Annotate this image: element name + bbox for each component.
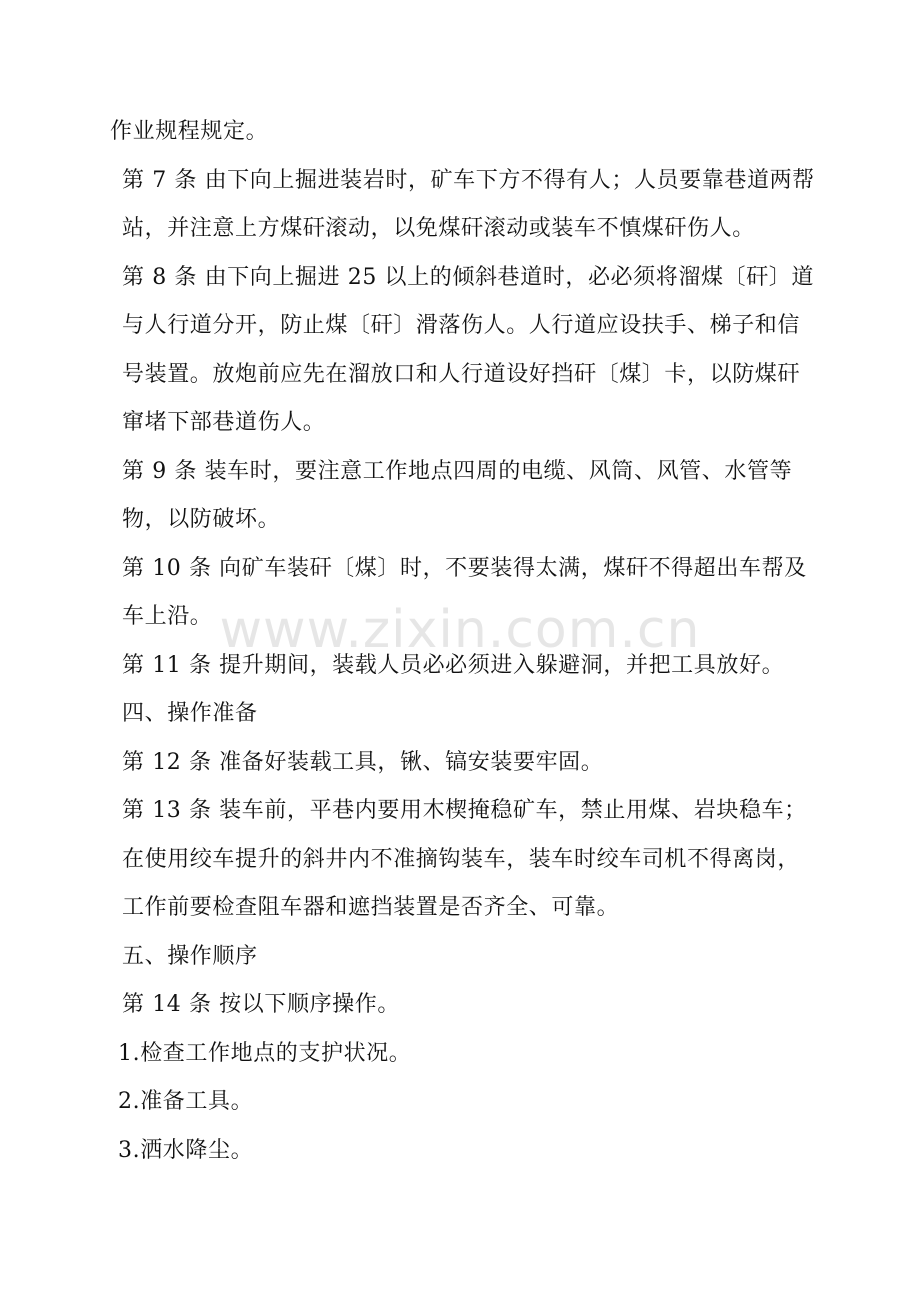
document-body xyxy=(110,108,820,1175)
article-7: 第 7 条 由下向上掘进装岩时，矿车下方不得有人；人员要靠巷道两帮站，并注意上方煤矸滚动，以免煤矸滚动或装车不慎煤矸伤人。 xyxy=(122,167,815,241)
article-11: 第 11 条 提升期间，装载人员必必须进入躲避洞，并把工具放好。 xyxy=(122,652,785,678)
article-8: 第 8 条 由下向上掘进 25 以上的倾斜巷道时，必必须将溜煤〔矸〕道与人行道分开，防止煤〔矸〕滑落伤人。人行道应设扶手、梯子和信号装置。放炮前应先在溜放口和人行道设好挡矸〔煤〕卡，以防煤矸窜堵下部巷道伤人。 xyxy=(122,264,814,435)
article-9: 第 9 条 装车时，要注意工作地点四周的电缆、风筒、风管、水管等物，以防破坏。 xyxy=(122,458,793,532)
watermark: www.zixin.com.cn xyxy=(219,600,701,660)
paragraph-continuation: 作业规程规定。 xyxy=(110,119,269,144)
article-13: 第 13 条 装车前，平巷内要用木楔掩稳矿车，禁止用煤、岩块稳车；在使用绞车提升的斜井内不准摘钩装车，装车时绞车司机不得离岗，工作前要检查阻车器和遮挡装置是否齐全、可靠。 xyxy=(122,798,807,920)
article-10: 第 10 条 向矿车装矸〔煤〕时，不要装得太满，煤矸不得超出车帮及车上沿。 xyxy=(122,555,807,629)
list-item: 2.准备工具。 xyxy=(118,1089,254,1114)
section-heading-5: 五、操作顺序 xyxy=(122,943,258,969)
section-heading-4: 四、操作准备 xyxy=(122,701,258,726)
list-item: 1.检查工作地点的支护状况。 xyxy=(118,1040,412,1066)
article-14: 第 14 条 按以下顺序操作。 xyxy=(122,992,400,1017)
article-12: 第 12 条 准备好装载工具，锹、镐安装要牢固。 xyxy=(122,749,604,775)
list-item: 3.洒水降尘。 xyxy=(118,1137,254,1163)
